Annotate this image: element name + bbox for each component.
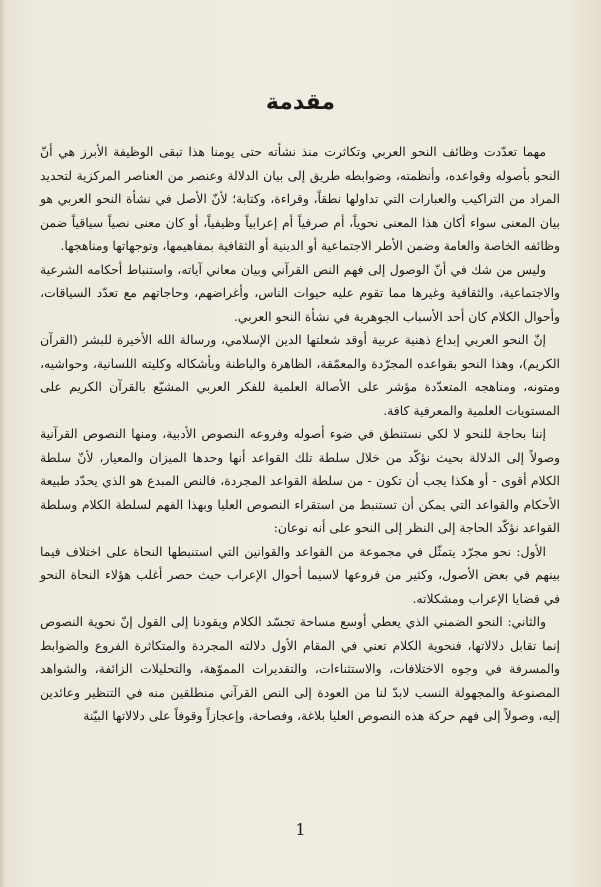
paragraph-2: وليس من شك في أنّ الوصول إلى فهم النص القرآني وبيان معاني آياته، واستنباط أحكامه الشرعية والاجتماعية، والثقافية وغيرها مما تقوم عليه حيوات الناس، وأغراضهم، وحاجاتهم مع تعدّد السياقات، وأحوال الكلام كان أحد الأسباب الجوهرية في نشأة النحو العربي. bbox=[40, 261, 560, 324]
body-text bbox=[40, 140, 560, 728]
page-title: مقدمة bbox=[265, 90, 336, 115]
paragraph-6: والثاني: النحو الضمني الذي يعطي أوسع مساحة تجسّد الكلام ويقودنا إلى القول إنّ نحوية النصوص إنما تقابل دلالاتها، فنحوية الكلام تعني في المقام الأول دلالته المجردة والمتكاثرة الفروع والضوابط والمسرفة في وجوه الاختلافات، والاستثناءات، والتقديرات المموّهة، والتحليلات الزائفة، والشواهد المصنوعة والمجهولة النسب لابدّ لنا من العودة إلى النص القرآني منطلقين منه في التنظير وعائدين إليه، وصولاً إلى فهم حركة هذه النصوص العليا بلاغة، وفصاحة، وإعجازاً وقوفاً على دلالاتها البيّنة bbox=[40, 614, 560, 723]
paragraph-3: إنّ النحو العربي إبداع ذهنية عربية أوقد شعلتها الدين الإسلامي، ورسالة الله الأخيرة للبشر (القرآن الكريم)، وهذا النحو بقواعده المجرّدة والمعمّقة، الظاهرة والباطنة وبأشكاله وكليته اللسانية، وحواشيه، ومتونه، ومناهجه المتعدّدة مؤشر على الأصالة العلمية للفكر العربي المشبّع بالقرآن الكريم على المستويات العلمية والمعرفية كافة. bbox=[40, 332, 560, 418]
paragraph-4: إننا بحاجة للنحو لا لكي نستنطق في ضوء أصوله وفروعه النصوص الأدبية، ومنها النصوص القرآنية وصولاً إلى الدلالة بحيث نؤكّد من خلال سلطة تلك القواعد أنها وحدها الميزان والمعيار، لأنّ سلطة الكلام أقوى - أو هكذا يجب أن تكون - من سلطة القواعد المجردة، فالنص المبدع هو الذي يحدّد طبيعة الأحكام والقواعد التي يمكن أن تستنبط من استقراء النصوص العليا وبهذا الفهم لسلطة الكلام وسلطة القواعد نؤكّد الحاجة إلى النظر إلى النحو على أنه نوعان: bbox=[40, 426, 560, 535]
page-edge-shadow bbox=[0, 0, 6, 887]
page-number: 1 bbox=[295, 820, 306, 839]
paragraph-1: مهما تعدّدت وظائف النحو العربي وتكاثرت منذ نشأته حتى يومنا هذا تبقى الوظيفة الأبرز هي أنّ النحو بأصوله وقواعده، وأنظمته، وضوابطه طريق إلى بيان الدلالة وعنصر من العناصر المركزية لتحديد المراد من التراكيب والعبارات التي تداولها نطقاً، وقراءة، وكتابة؛ لأنّ الأصل في نشأة النحو العربي هو بيان المعنى سواء أكان هذا المعنى نحوياً، أم صرفياً أم إعرابياً وظيفياً، أو كان معنى نصياً سياقياً ضمن وظائفه الخاصة والعامة وضمن الأطر الاجتماعية أو الدينية أو الثقافية بمفاهيمها، وتوجهاتها ومناهجها. bbox=[40, 144, 560, 253]
paragraph-5: الأول: نحو مجرّد يتمثّل في مجموعة من القواعد والقوانين التي استنبطها النحاة على اختلاف فيما بينهم في بعض الأصول، وكثير من فروعها لاسيما أحوال الإعراب حيث حصر أغلب هؤلاء النحاة النحو في قضايا الإعراب ومشكلاته. bbox=[40, 543, 560, 606]
